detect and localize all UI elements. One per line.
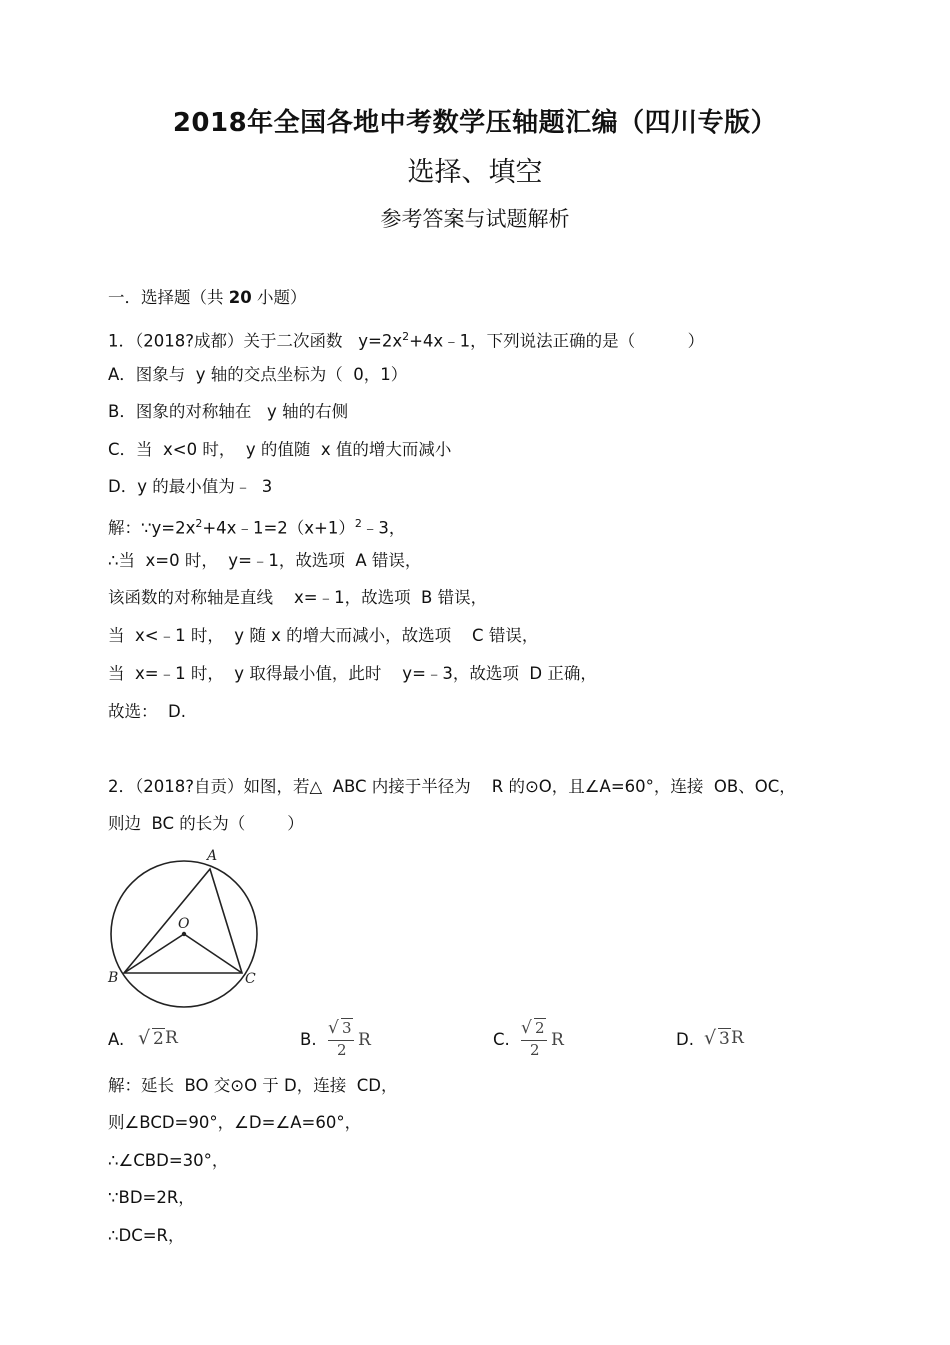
q1-solution-line-3: 该函数的对称轴是直线 x=﹣1，故选项 B 错误， bbox=[108, 588, 488, 607]
q1-option-a: A．图象与 y 轴的交点坐标为（ 0，1） bbox=[108, 365, 408, 384]
center-point-o bbox=[182, 932, 186, 936]
q1-solution-line-2: ∴当 x=0 时， y=﹣1，故选项 A 错误， bbox=[108, 551, 422, 570]
section-heading: 一．选择题（共 20 小题） bbox=[108, 288, 307, 307]
document-subtitle-answers: 参考答案与试题解析 bbox=[380, 207, 570, 231]
document-subtitle: 选择、填空 bbox=[407, 157, 543, 188]
q2-solution-line-3: ∴∠CBD=30°， bbox=[108, 1151, 229, 1170]
q1-solution-line-4: 当 x<﹣1 时， y 随 x 的增大而减小，故选项 C 错误， bbox=[108, 626, 539, 645]
q1-option-b: B．图象的对称轴在 y 轴的右侧 bbox=[108, 402, 349, 421]
q1-option-c: C．当 x<0 时， y 的值随 x 值的增大而减小 bbox=[108, 440, 452, 459]
q2-option-d: D. √ 3 R bbox=[676, 1027, 744, 1049]
q2-solution-line-4: ∵BD=2R， bbox=[108, 1188, 195, 1207]
q2-option-c: C. √ 2 2 R bbox=[493, 1018, 564, 1059]
q2-solution-line-5: ∴DC=R， bbox=[108, 1226, 185, 1245]
q2-solution-line-1: 解：延长 BO 交⊙O 于 D，连接 CD， bbox=[108, 1076, 398, 1095]
label-c: C bbox=[245, 971, 256, 987]
circle-triangle-figure bbox=[104, 846, 264, 1016]
sqrt-icon: √ bbox=[138, 1027, 151, 1049]
segment-oc bbox=[184, 934, 242, 973]
q1-stem: 1．（2018?成都）关于二次函数 $y=2x^2+4x﹣1$，下列说法正确的是（ ） bbox=[108, 330, 705, 351]
q1-solution-line-5: 当 x=﹣1 时， y 取得最小值，此时 y=﹣3，故选项 D 正确， bbox=[108, 664, 597, 683]
sqrt-icon: √ bbox=[328, 1018, 339, 1038]
document-title: 2018年全国各地中考数学压轴题汇编（四川专版） bbox=[172, 108, 778, 138]
label-b: B bbox=[108, 970, 119, 986]
q1-solution-line-1: 解：$\because y=2x^2+4x﹣1=2(x+1)^2﹣3$， bbox=[108, 517, 406, 538]
q1-option-d: D．y 的最小值为﹣ 3 bbox=[108, 477, 273, 496]
label-o: O bbox=[178, 916, 190, 932]
q1-solution-line-6: 故选： D. bbox=[108, 702, 186, 721]
sqrt-icon: √ bbox=[521, 1018, 532, 1038]
segment-ob bbox=[124, 934, 184, 973]
label-a: A bbox=[207, 848, 218, 864]
q2-option-b: B. √ 3 2 R bbox=[300, 1018, 371, 1059]
q2-stem-line-1: 2．（2018?自贡）如图，若△ ABC 内接于半径为 R 的⊙O，且∠A=60°，连接 OB、OC， bbox=[108, 777, 796, 796]
sqrt-icon: √ bbox=[704, 1027, 717, 1049]
q2-stem-line-2: 则边 BC 的长为（ ） bbox=[108, 814, 304, 833]
q2-option-a: A. √ 2 R bbox=[108, 1027, 178, 1049]
q2-solution-line-2: 则∠BCD=90°，∠D=∠A=60°， bbox=[108, 1113, 362, 1132]
